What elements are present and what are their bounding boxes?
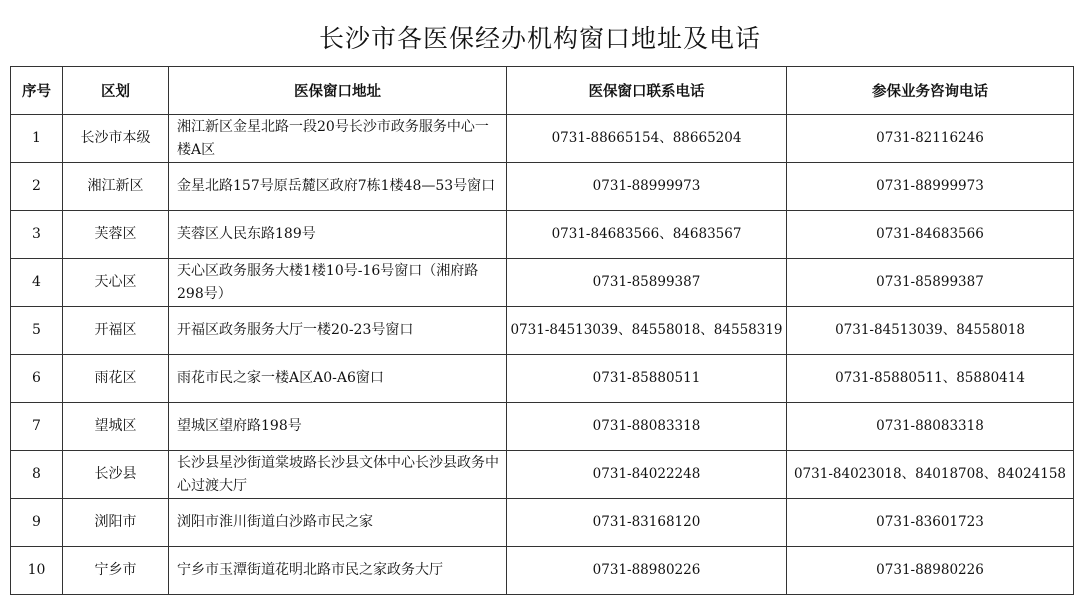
cell-index: 9 — [11, 499, 63, 547]
cell-index: 7 — [11, 403, 63, 451]
cell-window-phone: 0731-88083318 — [507, 403, 787, 451]
table-row — [11, 403, 1074, 451]
header-index: 序号 — [11, 67, 63, 115]
cell-consult-phone: 0731-84023018、84018708、84024158 — [787, 451, 1074, 499]
cell-consult-phone: 0731-88083318 — [787, 403, 1074, 451]
cell-window-phone: 0731-85880511 — [507, 355, 787, 403]
cell-district: 天心区 — [63, 259, 169, 307]
header-consult-phone: 参保业务咨询电话 — [787, 67, 1074, 115]
table-row — [11, 451, 1074, 499]
table-row — [11, 307, 1074, 355]
cell-consult-phone: 0731-82116246 — [787, 115, 1074, 163]
cell-index: 5 — [11, 307, 63, 355]
cell-index: 8 — [11, 451, 63, 499]
contact-table — [10, 66, 1074, 595]
cell-district: 芙蓉区 — [63, 211, 169, 259]
cell-district: 浏阳市 — [63, 499, 169, 547]
cell-window-phone: 0731-83168120 — [507, 499, 787, 547]
table-row — [11, 355, 1074, 403]
cell-index: 10 — [11, 547, 63, 595]
cell-address: 湘江新区金星北路一段20号长沙市政务服务中心一楼A区 — [169, 115, 507, 163]
header-address: 医保窗口地址 — [169, 67, 507, 115]
table-row — [11, 499, 1074, 547]
cell-index: 2 — [11, 163, 63, 211]
cell-address: 天心区政务服务大楼1楼10号-16号窗口（湘府路298号） — [169, 259, 507, 307]
cell-consult-phone: 0731-84683566 — [787, 211, 1074, 259]
table-row — [11, 163, 1074, 211]
table-body — [11, 115, 1074, 595]
table-row — [11, 259, 1074, 307]
cell-window-phone: 0731-88665154、88665204 — [507, 115, 787, 163]
table-row — [11, 547, 1074, 595]
cell-district: 开福区 — [63, 307, 169, 355]
cell-window-phone: 0731-88980226 — [507, 547, 787, 595]
cell-district: 长沙市本级 — [63, 115, 169, 163]
cell-address: 宁乡市玉潭街道花明北路市民之家政务大厅 — [169, 547, 507, 595]
cell-index: 6 — [11, 355, 63, 403]
cell-address: 浏阳市淮川街道白沙路市民之家 — [169, 499, 507, 547]
cell-district: 宁乡市 — [63, 547, 169, 595]
cell-window-phone: 0731-84513039、84558018、84558319 — [507, 307, 787, 355]
cell-consult-phone: 0731-83601723 — [787, 499, 1074, 547]
cell-window-phone: 0731-88999973 — [507, 163, 787, 211]
cell-district: 望城区 — [63, 403, 169, 451]
cell-address: 长沙县星沙街道棠坡路长沙县文体中心长沙县政务中心过渡大厅 — [169, 451, 507, 499]
document-title: 长沙市各医保经办机构窗口地址及电话 — [318, 24, 761, 53]
cell-consult-phone: 0731-84513039、84558018 — [787, 307, 1074, 355]
cell-address: 开福区政务服务大厅一楼20-23号窗口 — [169, 307, 507, 355]
cell-consult-phone: 0731-88999973 — [787, 163, 1074, 211]
cell-address: 金星北路157号原岳麓区政府7栋1楼48—53号窗口 — [169, 163, 507, 211]
cell-window-phone: 0731-85899387 — [507, 259, 787, 307]
cell-index: 3 — [11, 211, 63, 259]
cell-consult-phone: 0731-85899387 — [787, 259, 1074, 307]
cell-index: 1 — [11, 115, 63, 163]
table-header-row — [11, 67, 1074, 115]
cell-district: 雨花区 — [63, 355, 169, 403]
cell-district: 长沙县 — [63, 451, 169, 499]
cell-index: 4 — [11, 259, 63, 307]
cell-consult-phone: 0731-85880511、85880414 — [787, 355, 1074, 403]
cell-consult-phone: 0731-88980226 — [787, 547, 1074, 595]
header-district: 区划 — [63, 67, 169, 115]
table-row — [11, 211, 1074, 259]
cell-address: 望城区望府路198号 — [169, 403, 507, 451]
cell-address: 芙蓉区人民东路189号 — [169, 211, 507, 259]
cell-window-phone: 0731-84022248 — [507, 451, 787, 499]
table-row — [11, 115, 1074, 163]
cell-address: 雨花市民之家一楼A区A0-A6窗口 — [169, 355, 507, 403]
cell-window-phone: 0731-84683566、84683567 — [507, 211, 787, 259]
header-window-phone: 医保窗口联系电话 — [507, 67, 787, 115]
cell-district: 湘江新区 — [63, 163, 169, 211]
